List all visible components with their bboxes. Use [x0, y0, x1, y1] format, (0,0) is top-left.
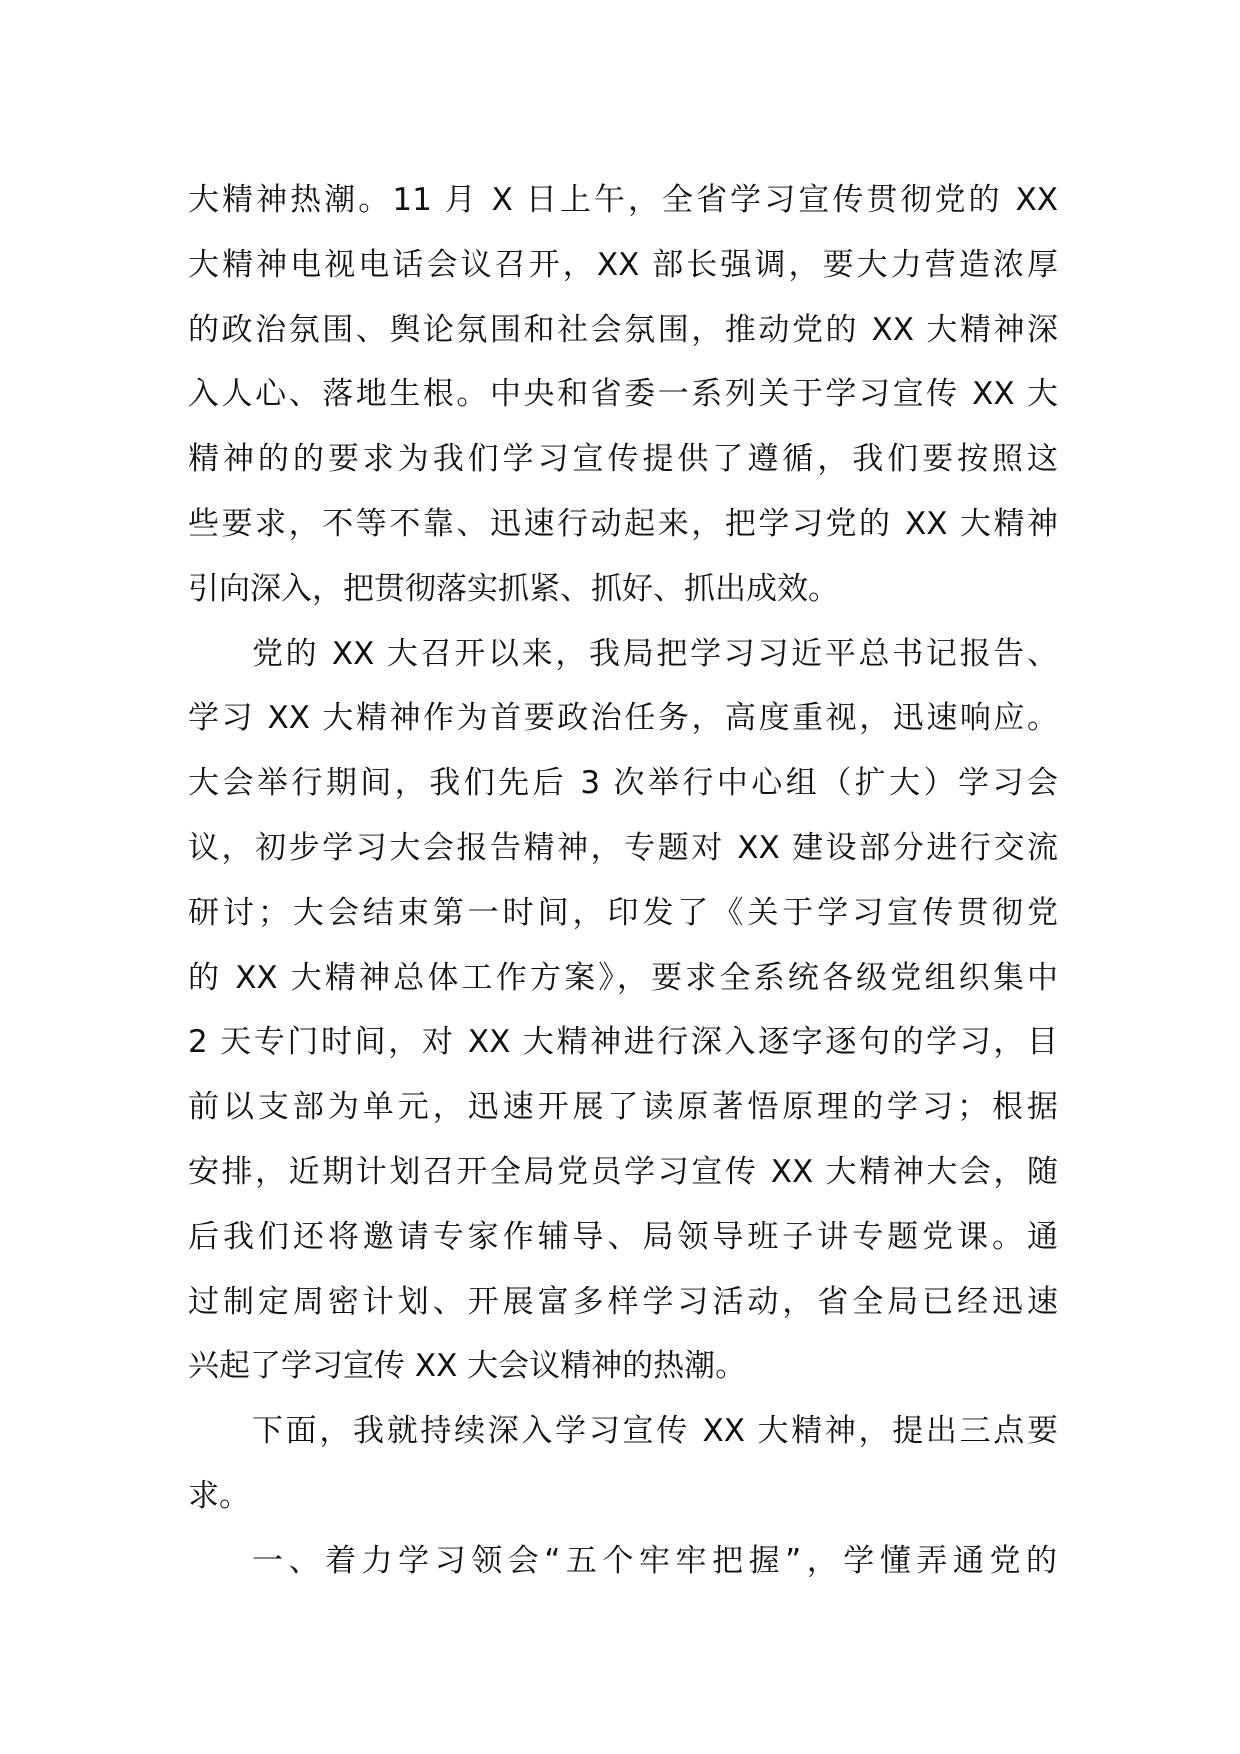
- text-line: 精神的的要求为我们学习宣传提供了遵循，我们要按照这: [188, 441, 1058, 478]
- text-line: 入人心、落地生根。中央和省委一系列关于学习宣传 XX 大: [188, 376, 1058, 413]
- text-line: 安排，近期计划召开全局党员学习宣传 XX 大精神大会，随: [188, 1153, 1058, 1190]
- text-line: 些要求，不等不靠、迅速行动起来，把学习党的 XX 大精神: [188, 505, 1058, 542]
- text-line: 议，初步学习大会报告精神，专题对 XX 建设部分进行交流: [188, 829, 1058, 866]
- document-body: [188, 168, 1058, 1594]
- text-line: 过制定周密计划、开展富多样学习活动，省全局已经迅速: [188, 1283, 1058, 1320]
- text-line: 学习 XX 大精神作为首要政治任务，高度重视，迅速响应。: [188, 700, 1058, 737]
- text-line: 的 XX 大精神总体工作方案》，要求全系统各级党组织集中: [188, 959, 1058, 996]
- text-line: 大会举行期间，我们先后 3 次举行中心组（扩大）学习会: [188, 765, 1058, 802]
- section-heading-line: 一、着力学习领会“五个牢牢把握”，学懂弄通党的: [252, 1542, 1058, 1579]
- text-line: 后我们还将邀请专家作辅导、局领导班子讲专题党课。通: [188, 1218, 1058, 1255]
- text-line: 的政治氛围、舆论氛围和社会氛围，推动党的 XX 大精神深: [188, 311, 1058, 348]
- text-line: 2 天专门时间，对 XX 大精神进行深入逐字逐句的学习，目: [188, 1024, 1058, 1061]
- text-line: 前以支部为单元，迅速开展了读原著悟原理的学习；根据: [188, 1089, 1058, 1126]
- text-line: 党的 XX 大召开以来，我局把学习习近平总书记报告、: [252, 635, 1058, 672]
- text-line: 求。: [188, 1477, 250, 1514]
- text-line: 引向深入，把贯彻落实抓紧、抓好、抓出成效。: [188, 570, 839, 607]
- text-line: 研讨；大会结束第一时间，印发了《关于学习宣传贯彻党: [188, 894, 1058, 931]
- text-line: 大精神电视电话会议召开，XX 部长强调，要大力营造浓厚: [188, 246, 1058, 283]
- text-line: 下面，我就持续深入学习宣传 XX 大精神，提出三点要: [252, 1413, 1058, 1450]
- text-line: 兴起了学习宣传 XX 大会议精神的热潮。: [188, 1348, 747, 1385]
- text-line: 大精神热潮。11 月 X 日上午，全省学习宣传贯彻党的 XX: [188, 182, 1058, 218]
